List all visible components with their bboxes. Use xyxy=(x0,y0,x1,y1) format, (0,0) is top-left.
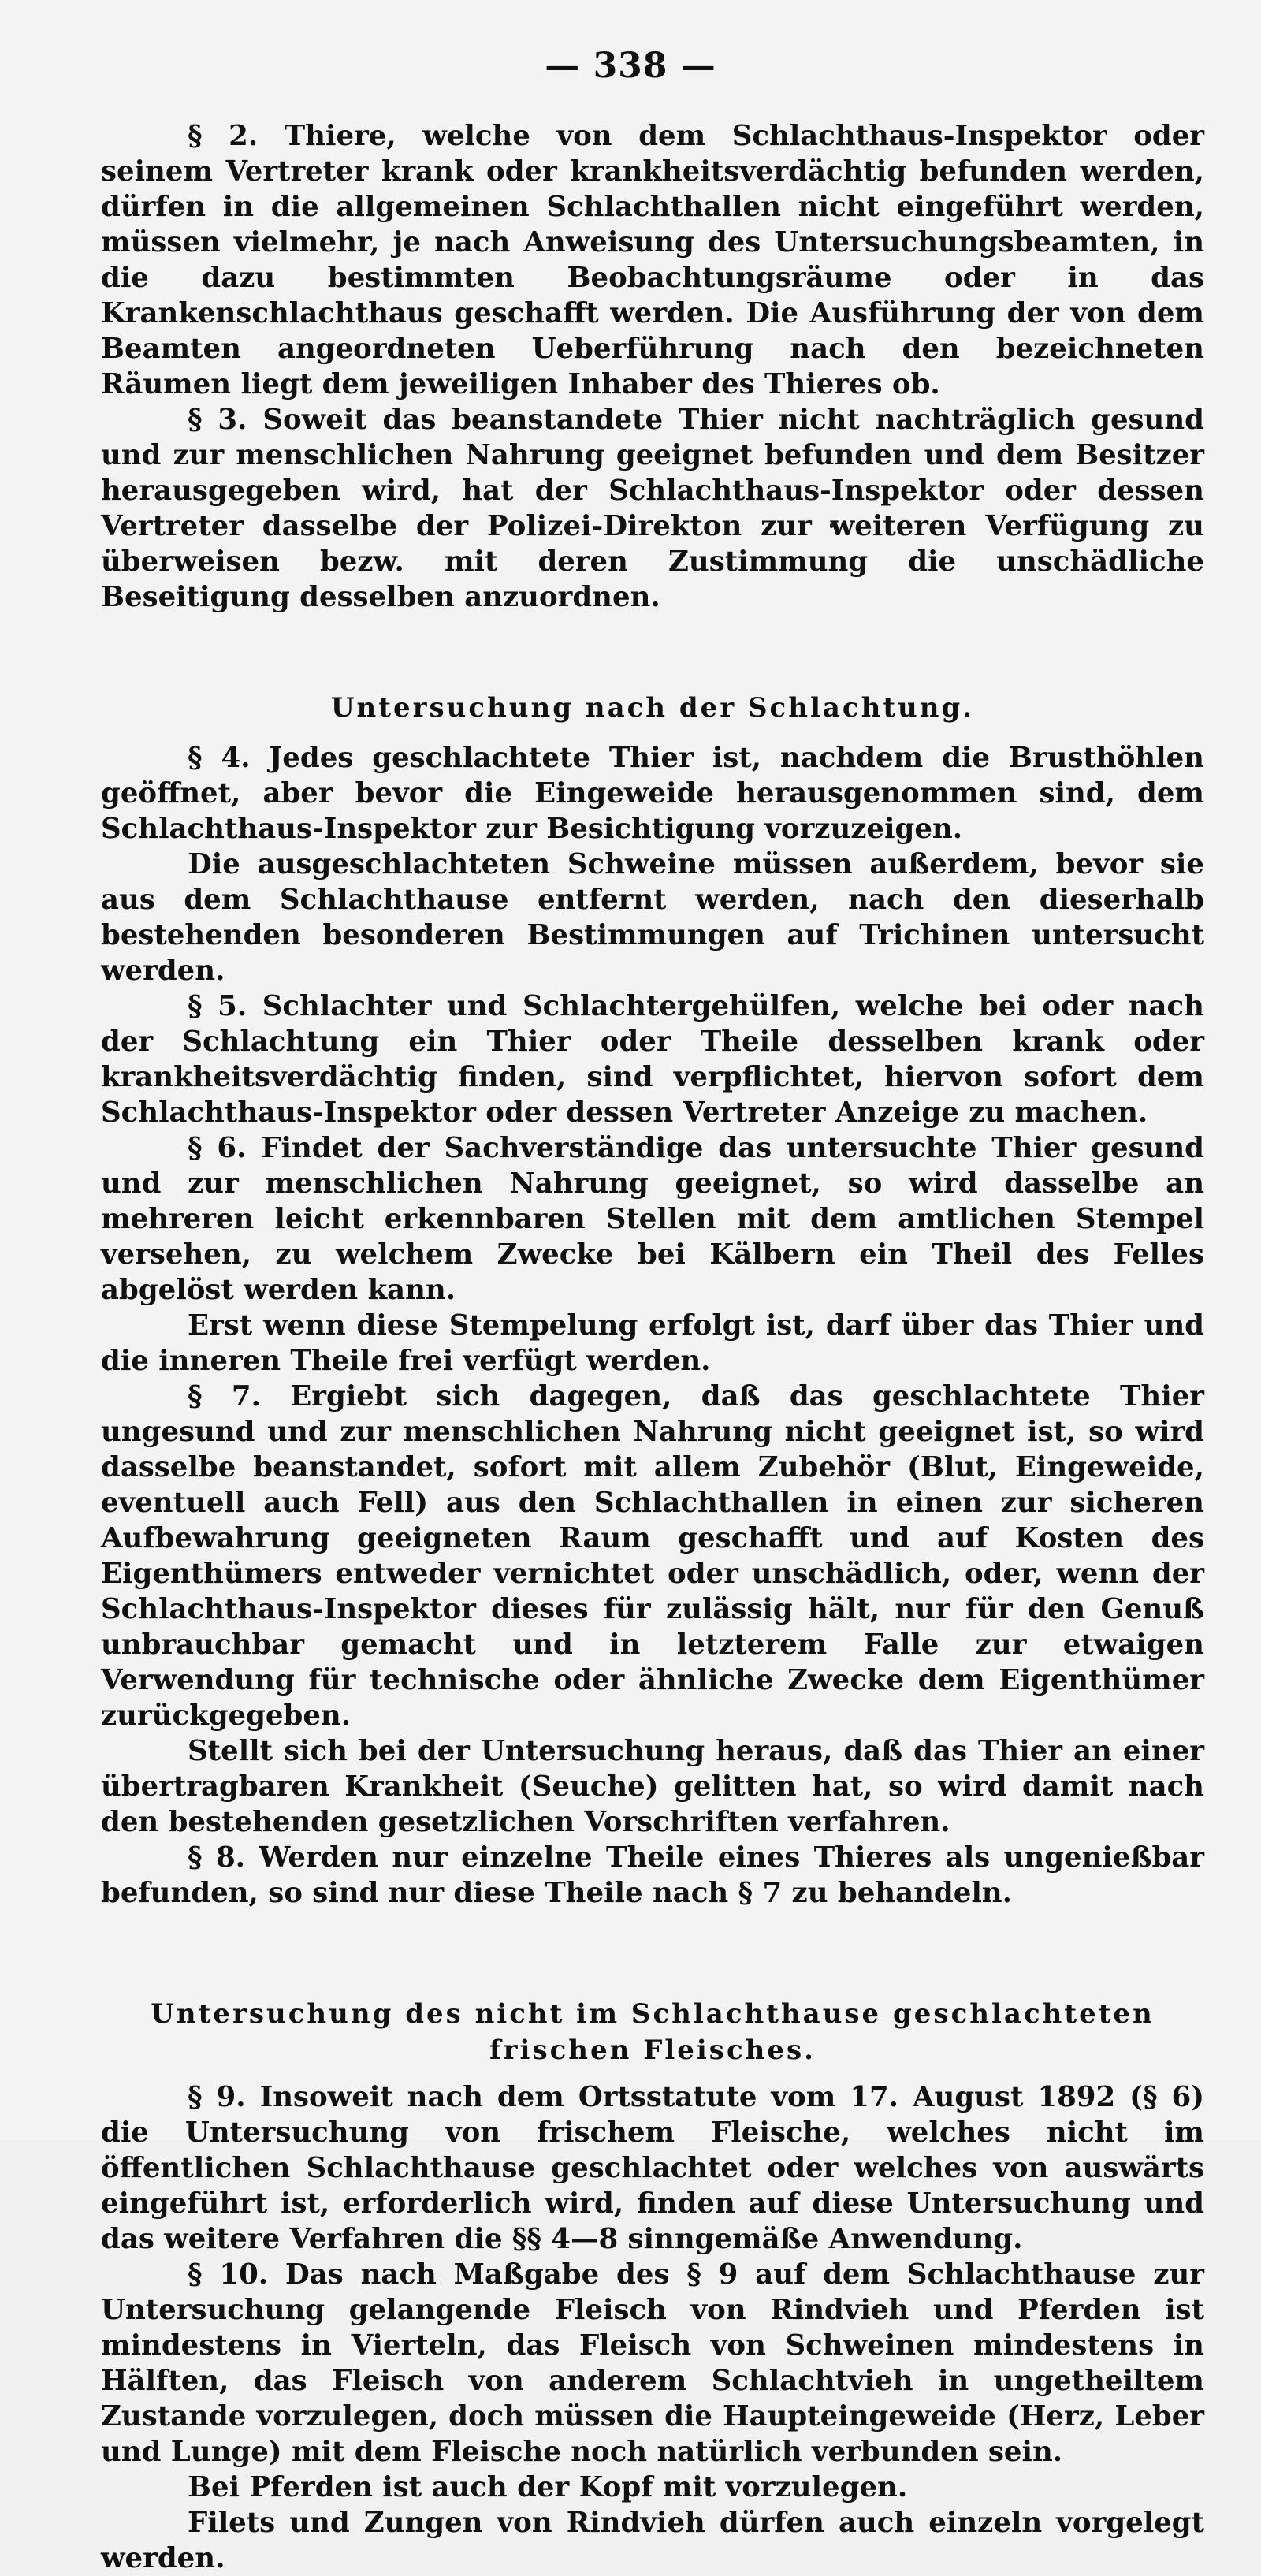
paragraph-sec6: § 6. Findet der Sachverständige das untersuchte Thier gesund und zur menschlichen Nahrung geeignet, so wird dasselbe an mehreren leicht erkennbaren Stellen mit dem amtlichen Stempel versehen, zu welchem Zwecke bei Kälbern ein Theil des Felles abgelöst werden kann. xyxy=(101,1132,1204,1306)
page-body xyxy=(101,118,1204,2576)
section-heading: Untersuchung nach der Schlachtung. xyxy=(330,692,975,724)
section-after-slaughter xyxy=(101,690,1204,1911)
section-heading-line1: Untersuchung des nicht im Schlachthause geschlachteten xyxy=(151,1998,1155,2030)
paragraph-sec9: § 9. Insoweit nach dem Ortsstatute vom 17. August 1892 (§ 6) die Untersuchung von frischem Fleische, welches nicht im öffentlichen Schlachthause geschlachtet oder welches von auswärts eingeführt ist, erforderlich wird, finden auf diese Untersuchung und das weitere Verfahren die §§ 4—8 sinngemäße Anwendung. xyxy=(101,2081,1204,2255)
section-outside-meat xyxy=(101,1996,1204,2576)
paragraph-stamping: Erst wenn diese Stempelung erfolgt ist, darf über das Thier und die inneren Theile frei verfügt werden. xyxy=(101,1309,1204,1377)
paragraph-epidemic: Stellt sich bei der Untersuchung heraus, daß das Thier an einer übertragbaren Krankheit (Seuche) gelitten hat, so wird damit nach den bestehenden gesetzlichen Vorschriften verfahren. xyxy=(101,1735,1204,1838)
paragraph-sec4: § 4. Jedes geschlachtete Thier ist, nachdem die Brusthöhlen geöffnet, aber bevor die Eingeweide herausgenommen sind, dem Schlachthaus-Inspektor zur Besichtigung vorzuzeigen. xyxy=(101,742,1204,845)
paragraph-sec3: § 3. Soweit das beanstandete Thier nicht nachträglich gesund und zur menschlichen Nahrung geeignet befunden und dem Besitzer herausgegeben wird, hat der Schlachthaus-Inspektor oder dessen Vertreter dasselbe der Polizei-Direkton zur weiteren Verfügung zu überweisen bezw. mit deren Zustimmung die unschädliche Beseitigung desselben anzuordnen. xyxy=(101,404,1204,613)
section-heading-block xyxy=(101,1996,1204,2068)
section-continued xyxy=(101,118,1204,615)
paragraph-sec8: § 8. Werden nur einzelne Theile eines Thieres als ungenießbar befunden, so sind nur diese Theile nach § 7 zu behandeln. xyxy=(101,1841,1204,1909)
section-heading-line2: frischen Fleisches. xyxy=(489,2034,816,2066)
paragraph-sec2: § 2. Thiere, welche von dem Schlachthaus-Inspektor oder seinem Vertreter krank oder krankheitsverdächtig befunden werden, dürfen in die allgemeinen Schlachthallen nicht eingeführt werden, müssen vielmehr, je nach Anweisung des Untersuchungsbeamten, in die dazu bestimmten Beobachtungsräume oder in das Krankenschlachthaus geschafft werden. Die Ausführung der von dem Beamten angeordneten Ueberführung nach den bezeichneten Räumen liegt dem jeweiligen Inhaber des Thieres ob. xyxy=(101,120,1204,400)
paragraph-horses: Bei Pferden ist auch der Kopf mit vorzulegen. xyxy=(188,2471,908,2503)
paragraph-sec10: § 10. Das nach Maßgabe des § 9 auf dem Schlachthause zur Untersuchung gelangende Fleisch von Rindvieh und Pferden ist mindestens in Vierteln, das Fleisch von Schweinen mindestens in Hälften, das Fleisch von anderem Schlachtvieh in ungetheiltem Zustande vorzulegen, doch müssen die Haupteingeweide (Herz, Leber und Lunge) mit dem Fleische noch natürlich verbunden sein. xyxy=(101,2258,1204,2468)
paragraph-filets: Filets und Zungen von Rindvieh dürfen auch einzeln vorgelegt werden. xyxy=(101,2507,1204,2574)
page-number: — 338 — xyxy=(545,46,716,86)
paragraph-sec5: § 5. Schlachter und Schlachtergehülfen, welche bei oder nach der Schlachtung ein Thier oder Theile desselben krank oder krankheitsverdächtig finden, sind verpflichtet, hiervon sofort dem Schlachthaus-Inspektor oder dessen Vertreter Anzeige zu machen. xyxy=(101,990,1204,1129)
paragraph-pigs: Die ausgeschlachteten Schweine müssen außerdem, bevor sie aus dem Schlachthause entfernt werden, nach den dieserhalb bestehenden besonderen Bestimmungen auf Trichinen untersucht werden. xyxy=(101,848,1204,987)
paragraph-sec7: § 7. Ergiebt sich dagegen, daß das geschlachtete Thier ungesund und zur menschlichen Nahrung nicht geeignet ist, so wird dasselbe beanstandet, sofort mit allem Zubehör (Blut, Eingeweide, eventuell auch Fell) aus den Schlachthallen in einen zur sicheren Aufbewahrung geeigneten Raum geschafft und auf Kosten des Eigenthümers entweder vernichtet oder unschädlich, oder, wenn der Schlachthaus-Inspektor dieses für zulässig hält, nur für den Genuß unbrauchbar gemacht und in letzterem Falle zur etwaigen Verwendung für technische oder ähnliche Zwecke dem Eigenthümer zurückgegeben. xyxy=(101,1380,1204,1732)
